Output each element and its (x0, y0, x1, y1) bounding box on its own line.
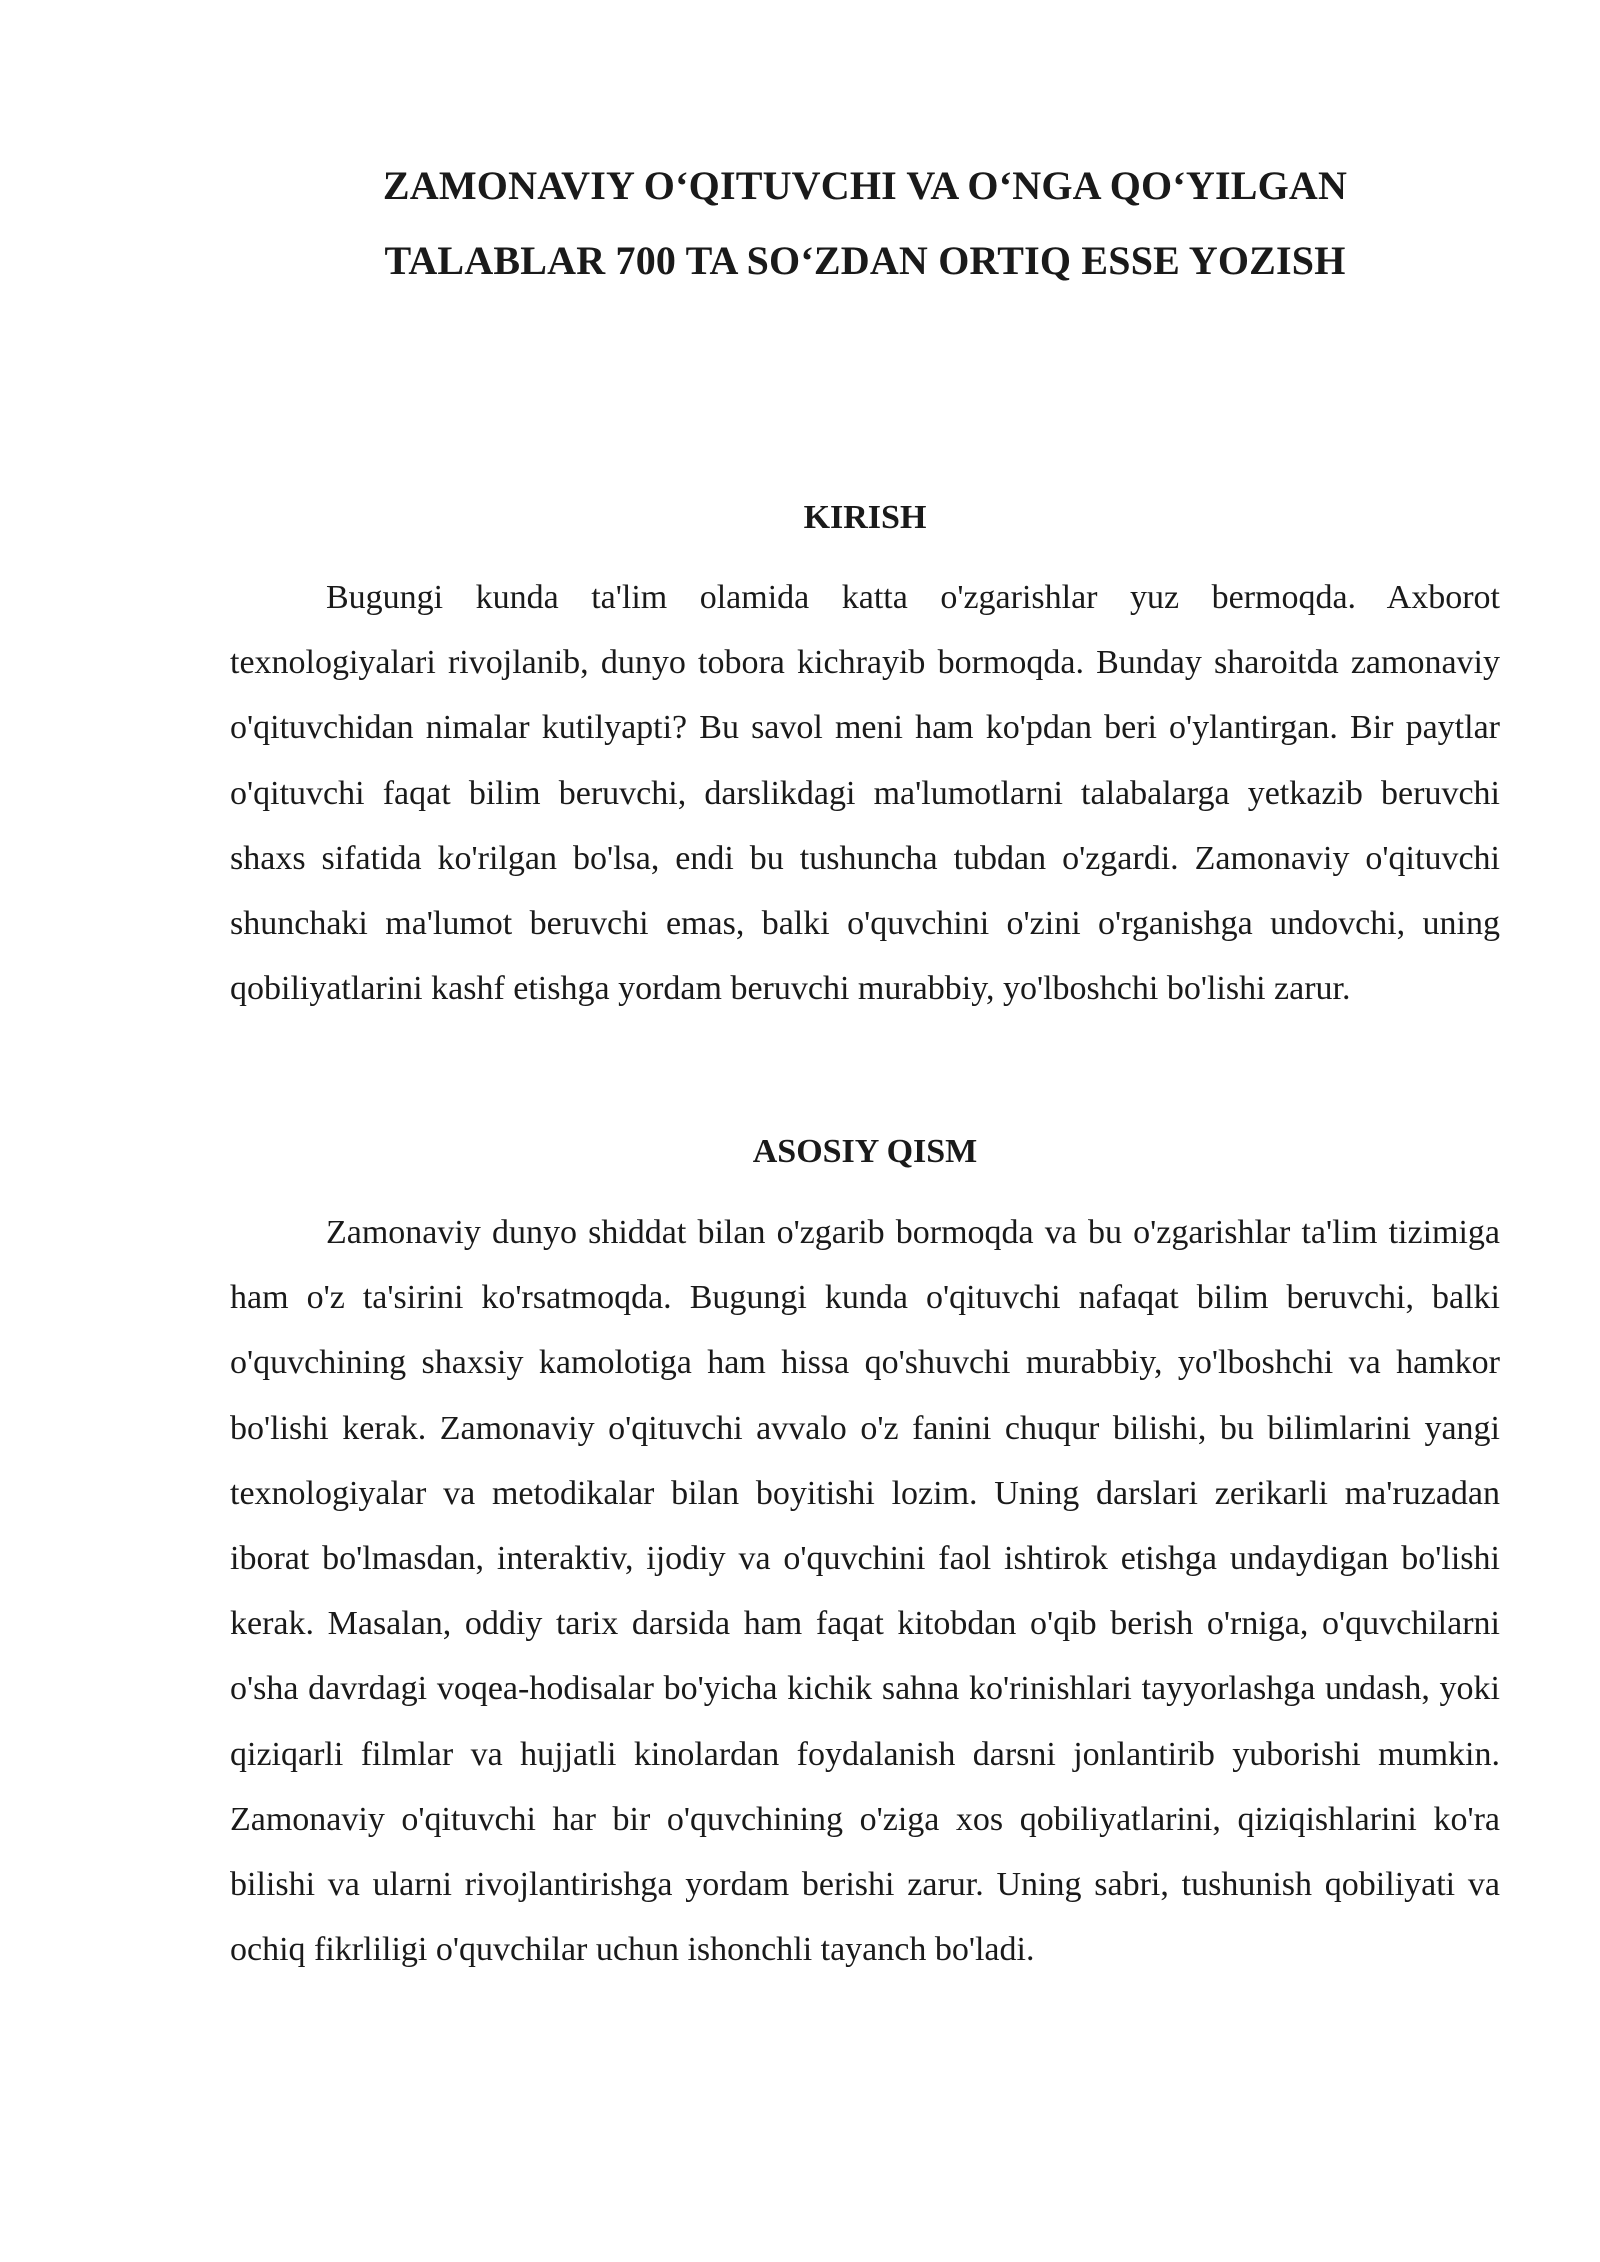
title-line-1: ZAMONAVIY O‘QITUVCHI VA O‘NGA QO‘YILGAN (382, 163, 1348, 208)
paragraph-kirish: Bugungi kunda ta'lim olamida katta o'zgarishlar yuz bermoqda. Axborot texnologiyalari rivojlanib, dunyo tobora kichrayib bormoqda. Bunday sharoitda zamonaviy o'qituvchidan nimalar kutilyapti? Bu savol meni ham ko'pdan beri o'ylantirgan. Bir paytlar o'qituvchi faqat bilim beruvchi, darslikdagi ma'lumotlarni talabalarga yetkazib beruvchi shaxs sifatida ko'rilgan bo'lsa, endi bu tushuncha tubdan o'zgardi. Zamonaviy o'qituvchi shunchaki ma'lumot beruvchi emas, balki o'quvchini o'zini o'rganishga undovchi, uning qobiliyatlarini kashf etishga yordam beruvchi murabbiy, yo'lboshchi bo'lishi zarur. (230, 579, 1500, 1008)
section-heading-kirish: KIRISH (803, 499, 927, 536)
section-heading-asosiy-qism: ASOSIY QISM (752, 1133, 978, 1170)
title-line-2: TALABLAR 700 TA SO‘ZDAN ORTIQ ESSE YOZISH (384, 238, 1346, 283)
paragraph-asosiy-qism: Zamonaviy dunyo shiddat bilan o'zgarib bormoqda va bu o'zgarishlar ta'lim tizimiga ham o'z ta'sirini ko'rsatmoqda. Bugungi kunda o'qituvchi nafaqat bilim beruvchi, balki o'quvchining shaxsiy kamolotiga ham hissa qo'shuvchi murabbiy, yo'lboshchi va hamkor bo'lishi kerak. Zamonaviy o'qituvchi avvalo o'z fanini chuqur bilishi, bu bilimlarini yangi texnologiyalar va metodikalar bilan boyitishi lozim. Uning darslari zerikarli ma'ruzadan iborat bo'lmasdan, interaktiv, ijodiy va o'quvchini faol ishtirok etishga undaydigan bo'lishi kerak. Masalan, oddiy tarix darsida ham faqat kitobdan o'qib berish o'rniga, o'quvchilarni o'sha davrdagi voqea-hodisalar bo'yicha kichik sahna ko'rinishlari tayyorlashga undash, yoki qiziqarli filmlar va hujjatli kinolardan foydalanish darsni jonlantirib yuborishi mumkin. Zamonaviy o'qituvchi har bir o'quvchining o'ziga xos qobiliyatlarini, qiziqishlarini ko'ra bilishi va ularni rivojlantirishga yordam berishi zarur. Uning sabri, tushunish qobiliyati va ochiq fikrliligi o'quvchilar uchun ishonchli tayanch bo'ladi. (230, 1214, 1500, 1969)
document-title (230, 148, 1500, 298)
